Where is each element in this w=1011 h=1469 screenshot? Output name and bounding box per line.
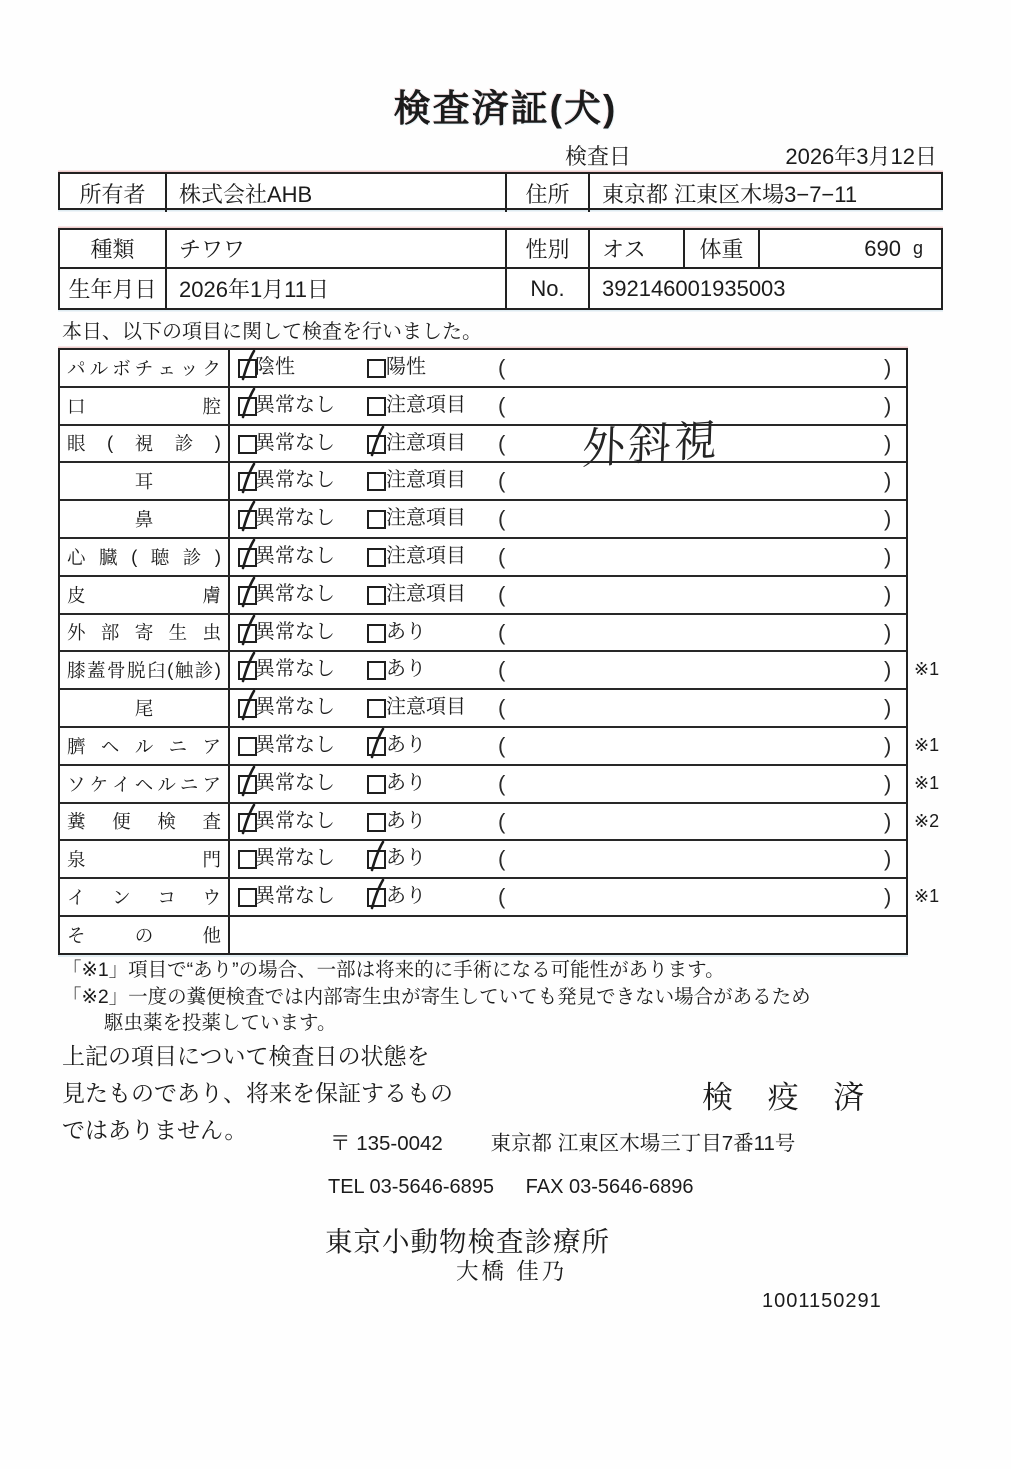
owner-row: [60, 174, 941, 212]
clinic-contact-line: [328, 1176, 694, 1199]
option-label: 注意項目: [386, 393, 466, 416]
option-label: 異常なし: [255, 771, 335, 794]
inspection-date-row: [565, 140, 937, 171]
footnote-2: 「※2」一度の糞便検査では内部寄生虫が寄生していても発見できない場合があるため: [62, 985, 811, 1008]
paren-close: ): [884, 808, 892, 834]
item-label: そ の 他: [60, 917, 230, 953]
item-result-cell: [230, 652, 940, 688]
option-label: あり: [386, 847, 426, 870]
breed-label: 種類: [60, 230, 167, 267]
item-label: 外 部 寄 生 虫: [60, 615, 230, 651]
inspection-row-16: [60, 917, 906, 953]
disclaimer-line-3: ではありません。: [62, 1117, 248, 1143]
paren-open: (: [498, 732, 506, 758]
checkbox-unchecked: [367, 775, 386, 794]
owner-label: 所有者: [60, 174, 167, 212]
disclaimer-line-1: 上記の項目について検査日の状態を: [62, 1043, 430, 1069]
inspection-row-4: [60, 463, 906, 501]
option-label: 注意項目: [386, 469, 466, 492]
option-label: 注意項目: [386, 582, 466, 605]
weight-unit: g: [912, 238, 923, 258]
item-label: 糞 便 検 査: [60, 804, 230, 840]
checkbox-unchecked: [367, 397, 386, 416]
item-result-cell: [230, 501, 906, 537]
option-label: 注意項目: [386, 544, 466, 567]
option-label: 異常なし: [255, 507, 335, 530]
option-label: 異常なし: [255, 885, 335, 908]
paren-open: (: [498, 430, 506, 456]
intro-text: 本日、以下の項目に関して検査を行いました。: [62, 321, 482, 343]
inspection-row-12: [60, 766, 940, 804]
paren-open: (: [498, 392, 506, 418]
inspection-row-10: [60, 690, 906, 728]
clinic-address: 東京都 江東区木場三丁目7番11号: [490, 1132, 796, 1155]
inspection-row-1: [60, 350, 906, 388]
option-label: 陰性: [255, 356, 295, 378]
paren-close: ): [884, 846, 892, 872]
breed-value: チワワ: [167, 230, 507, 267]
option-label: 注意項目: [386, 507, 466, 530]
option-label: あり: [386, 658, 426, 681]
option-label: あり: [386, 771, 426, 794]
checkbox-checked: [367, 888, 386, 907]
option-label: 異常なし: [255, 847, 335, 870]
inspection-row-8: [60, 615, 906, 653]
paren-open: (: [498, 355, 506, 380]
clinic-name: 東京小動物検査診療所: [325, 1226, 610, 1257]
animal-row-2: [60, 269, 941, 308]
option-label: 異常なし: [255, 733, 335, 756]
item-label: イ ン コ ウ: [60, 879, 230, 915]
paren-open: (: [498, 808, 506, 834]
paren-open: (: [498, 846, 506, 872]
document-title: 検査済証(犬): [393, 88, 618, 129]
sex-label: 性別: [507, 230, 590, 267]
checkbox-unchecked: [367, 813, 386, 832]
owner-value: 株式会社AHB: [167, 174, 507, 212]
option-label: あり: [386, 733, 426, 756]
checkbox-unchecked: [367, 510, 386, 529]
paren-close: ): [884, 581, 892, 607]
footnote-1: 「※1」項目で“あり”の場合、一部は将来的に手術になる可能性があります。: [62, 959, 725, 981]
option-label: 異常なし: [255, 696, 335, 719]
owner-table: [58, 172, 943, 210]
paren-close: ): [884, 884, 892, 910]
option-label: あり: [386, 809, 426, 832]
item-result-cell: [230, 690, 906, 726]
item-label: 耳: [60, 463, 230, 499]
paren-close: ): [884, 506, 892, 532]
tel-number: TEL 03-5646-6895: [328, 1176, 495, 1198]
weight-value-cell: [760, 230, 941, 267]
paren-open: (: [498, 657, 506, 683]
paren-open: (: [498, 543, 506, 569]
quarantine-passed-stamp: 検 疫 済: [702, 1080, 878, 1115]
paren-open: (: [498, 619, 506, 645]
item-result-cell: [230, 615, 906, 651]
disclaimer-line-2: 見たものであり、将来を保証するもの: [62, 1080, 453, 1106]
item-label: 膝 蓋 骨 脱 臼 ( 触 診 ): [60, 652, 230, 688]
paren-open: (: [498, 468, 506, 494]
paren-open: (: [498, 506, 506, 532]
fax-number: FAX 03-5646-6896: [525, 1176, 694, 1198]
birthdate-value: 2026年1月11日: [167, 269, 507, 308]
address-value: 東京都 江東区木場3−7−11: [602, 181, 858, 207]
checkmark-icon: [365, 424, 387, 458]
checkbox-unchecked: [367, 624, 386, 643]
inspection-row-5: [60, 501, 906, 539]
checkmark-icon: [365, 726, 387, 760]
checkbox-unchecked: [367, 359, 386, 378]
paren-close: ): [884, 732, 892, 758]
checkmark-icon: [365, 839, 387, 873]
paren-close: ): [884, 695, 892, 721]
inspection-row-14: [60, 841, 906, 879]
paren-close: ): [884, 430, 892, 456]
option-label: 異常なし: [255, 469, 335, 492]
option-label: 異常なし: [255, 393, 335, 416]
footnote-mark: ※2: [914, 810, 940, 831]
option-label: あり: [386, 885, 426, 908]
item-label: 眼 ( 視 診 ): [60, 426, 230, 462]
checkbox-unchecked: [367, 699, 386, 718]
checkbox-checked: [367, 737, 386, 756]
checkbox-checked: [367, 435, 386, 454]
handwritten-note: 外斜視: [581, 415, 721, 474]
paren-open: (: [498, 770, 506, 796]
footnote-mark: ※1: [914, 734, 940, 755]
item-result-cell: [230, 350, 906, 386]
item-label: 鼻: [60, 501, 230, 537]
item-result-cell: [230, 804, 940, 840]
checkbox-unchecked: [367, 586, 386, 605]
clinic-address-line: [330, 1126, 795, 1156]
item-result-cell: [230, 728, 940, 764]
option-label: 陽性: [386, 356, 426, 378]
postal-code: 〒 135-0042: [330, 1132, 443, 1155]
item-label: 尾: [60, 690, 230, 726]
option-label: 注意項目: [386, 431, 466, 454]
number-label: No.: [507, 269, 590, 308]
option-label: 異常なし: [255, 809, 335, 832]
inspection-row-6: [60, 539, 906, 577]
weight-label: 体重: [685, 230, 760, 267]
item-label: ソ ケ イ ヘ ル ニ ア: [60, 766, 230, 802]
inspection-table: [58, 348, 940, 955]
item-result-cell: [230, 917, 906, 953]
option-label: 異常なし: [255, 620, 335, 643]
paren-close: ): [884, 392, 892, 418]
option-label: あり: [386, 620, 426, 643]
footnote-mark: ※1: [914, 772, 940, 793]
veterinarian-name: 大橋 佳乃: [456, 1259, 568, 1284]
checkbox-checked: [367, 850, 386, 869]
item-result-cell: [230, 841, 906, 877]
inspection-row-11: [60, 728, 940, 766]
option-label: 注意項目: [386, 696, 466, 719]
paren-open: (: [498, 695, 506, 721]
paren-close: ): [884, 619, 892, 645]
inspection-row-15: [60, 879, 940, 917]
checkbox-unchecked: [367, 548, 386, 567]
item-result-cell: [230, 463, 906, 499]
animal-table: [58, 228, 943, 310]
inspection-row-13: [60, 804, 940, 842]
paren-close: ): [884, 468, 892, 494]
option-label: 異常なし: [255, 544, 335, 567]
paren-close: ): [884, 657, 892, 683]
item-label: 泉 門: [60, 841, 230, 877]
paren-close: ): [884, 543, 892, 569]
inspection-row-3: [60, 415, 906, 474]
item-result-cell: [230, 388, 906, 424]
birthdate-label: 生年月日: [60, 269, 167, 308]
item-label: 皮 膚: [60, 577, 230, 613]
document-number: 1001150291: [762, 1290, 882, 1312]
option-label: 異常なし: [255, 658, 335, 681]
inspection-row-7: [60, 577, 906, 615]
weight-value: 690: [864, 235, 901, 261]
footnote-mark: ※1: [914, 659, 940, 680]
option-label: 異常なし: [255, 431, 335, 454]
item-label: 臍 ヘ ル ニ ア: [60, 728, 230, 764]
footnotes: [62, 957, 811, 1037]
item-label: 心 臓 ( 聴 診 ): [60, 539, 230, 575]
item-result-cell: [230, 539, 906, 575]
paren-open: (: [498, 581, 506, 607]
animal-row-1: [60, 230, 941, 269]
item-result-cell: [230, 577, 906, 613]
checkmark-icon: [365, 877, 387, 911]
checkbox-unchecked: [367, 661, 386, 680]
item-result-cell: [230, 766, 940, 802]
inspection-date-label: 検査日: [565, 144, 632, 169]
checkbox-unchecked: [367, 472, 386, 491]
paren-close: ): [884, 770, 892, 796]
address-label: 住所: [507, 174, 590, 212]
inspection-row-9: [60, 652, 940, 690]
footnote-2-continued: 駆虫薬を投薬しています。: [104, 1012, 337, 1034]
sex-value: オス: [590, 230, 685, 267]
number-value: 392146001935003: [602, 275, 786, 301]
item-label: パ ル ボ チ ェ ッ ク: [60, 350, 230, 386]
inspection-row-2: [60, 388, 906, 426]
paren-open: (: [498, 884, 506, 910]
option-label: 異常なし: [255, 582, 335, 605]
paren-close: ): [884, 355, 892, 380]
item-result-cell: [230, 415, 906, 474]
item-label: 口 腔: [60, 388, 230, 424]
item-result-cell: [230, 879, 940, 915]
footnote-mark: ※1: [914, 886, 940, 907]
inspection-date-value: 2026年3月12日: [785, 144, 937, 169]
